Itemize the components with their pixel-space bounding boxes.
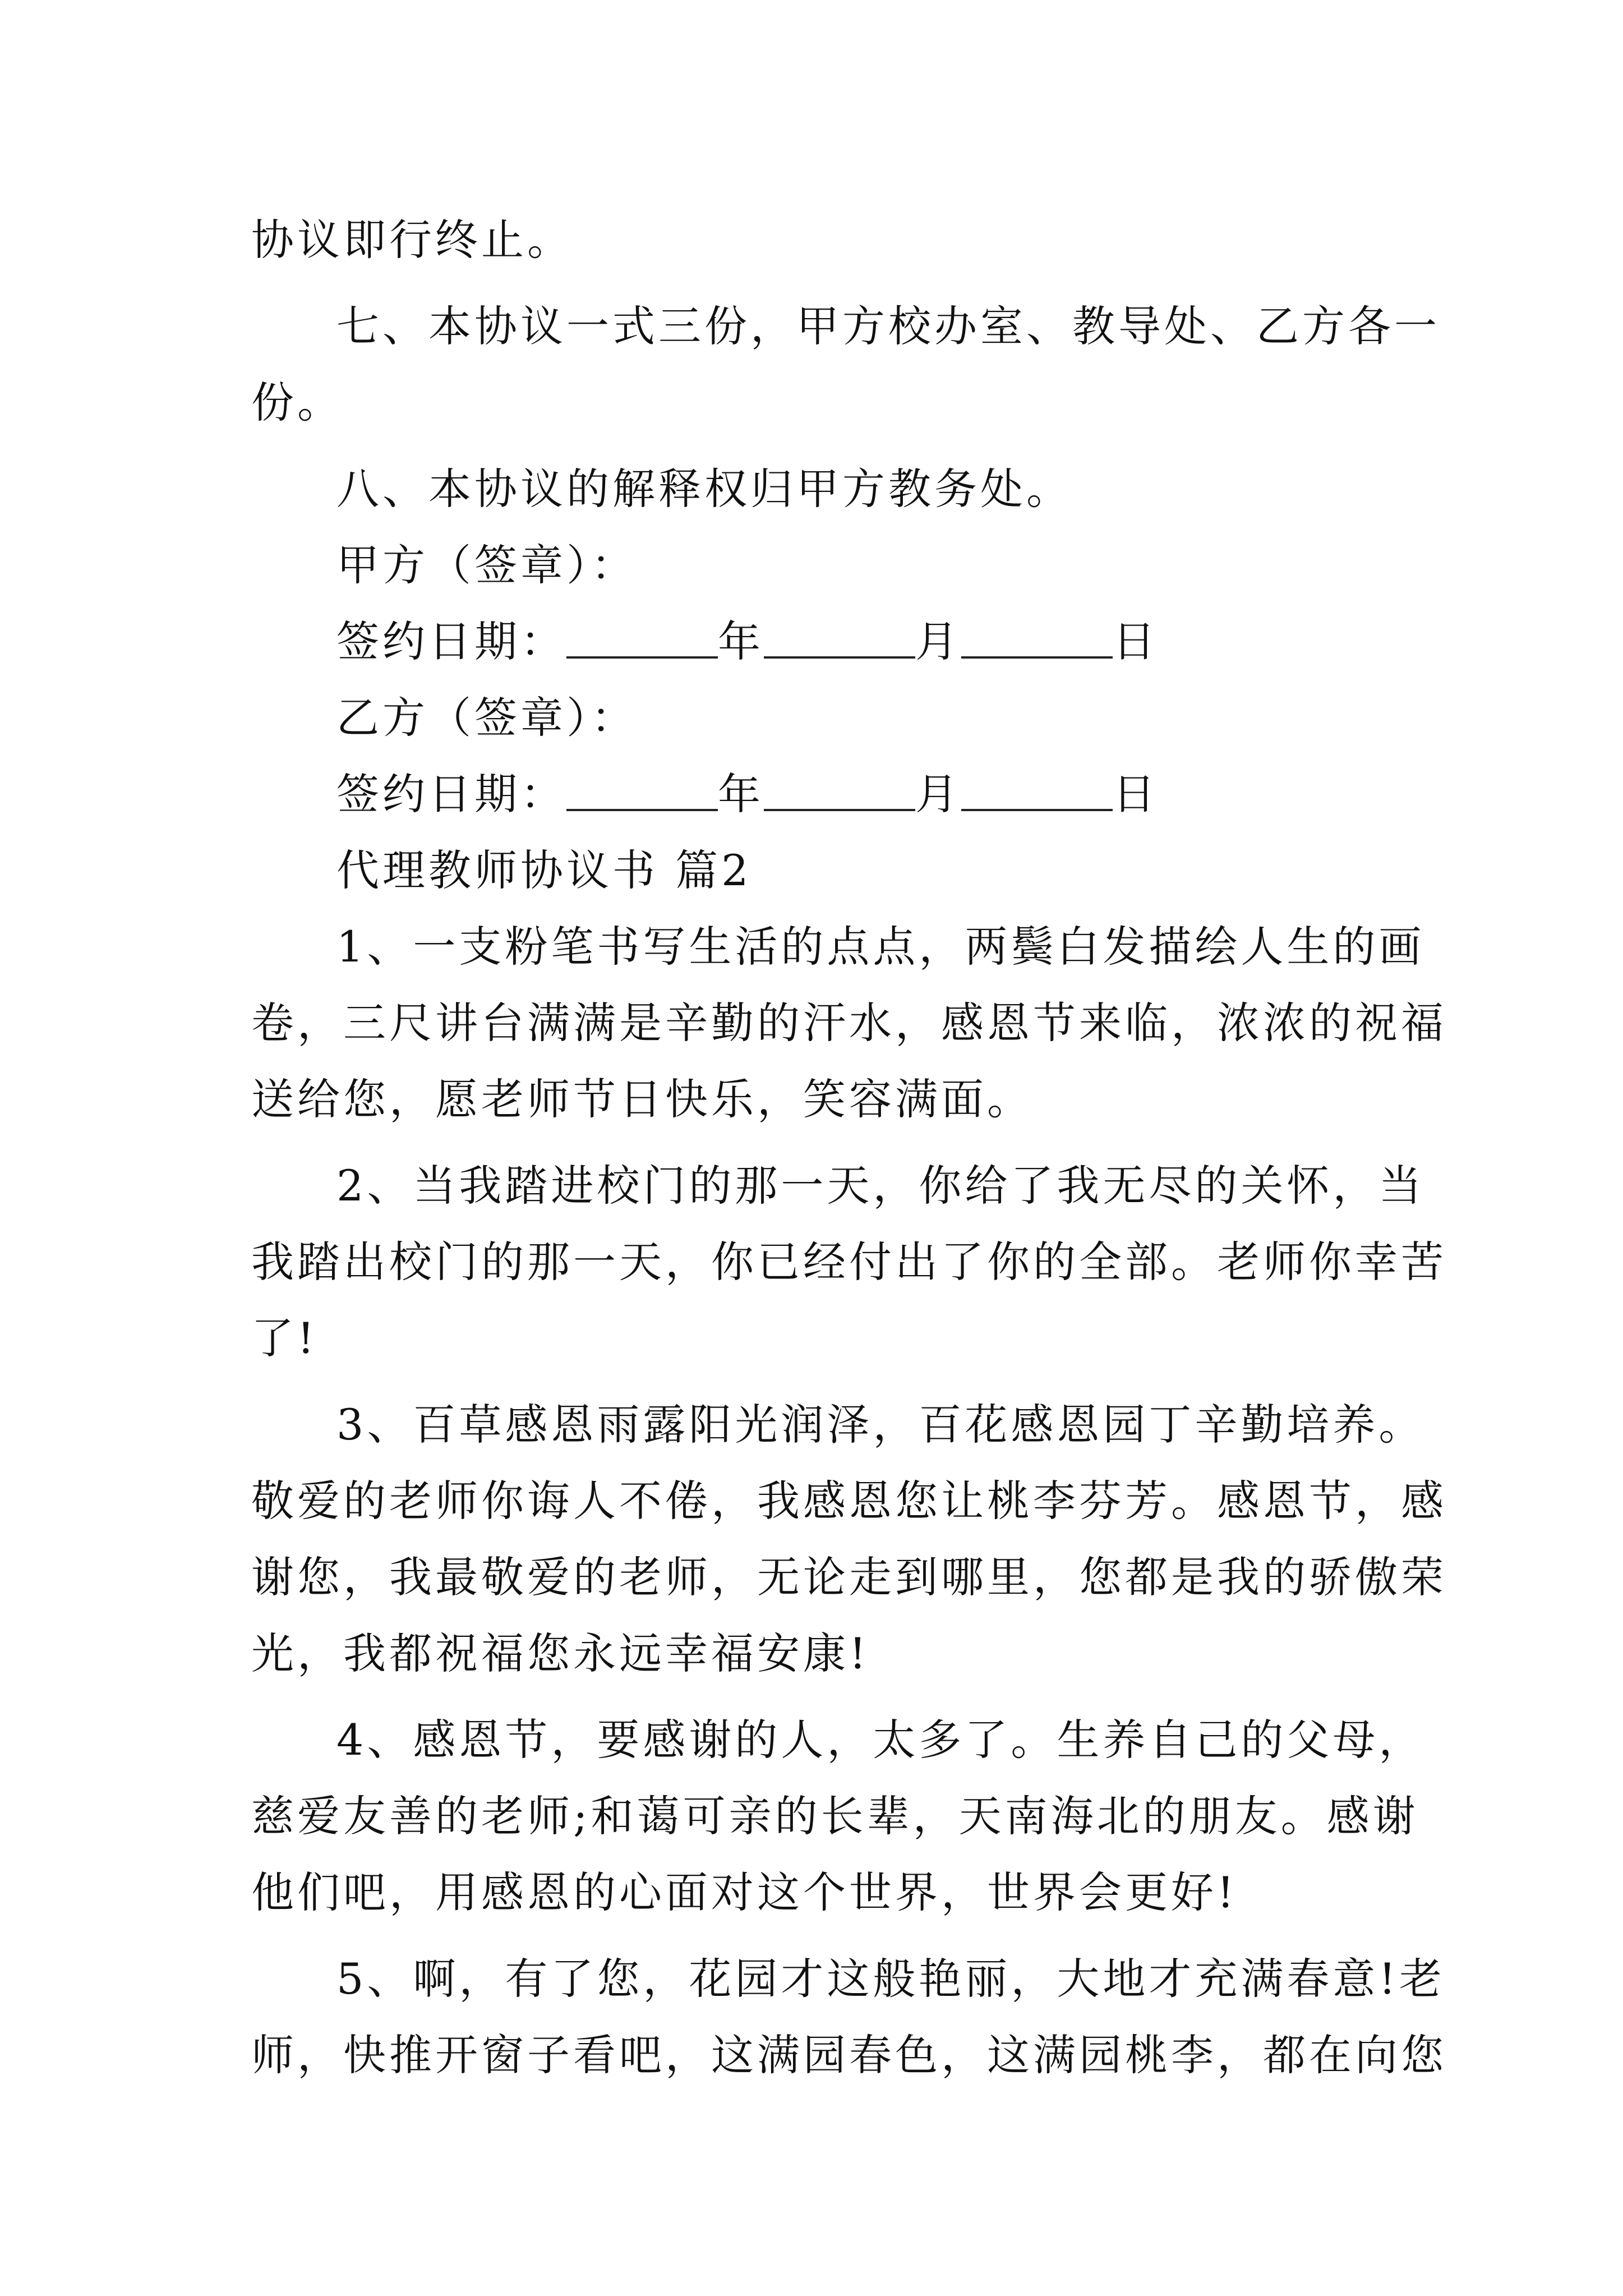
party-b-signature: 乙方（签章）： [336,693,637,743]
day-blank [961,770,1113,811]
signing-date-line-b [251,756,1382,832]
text-line: 八、本协议的解释权归甲方教务处。 [336,464,1072,514]
text-line: 我踏出校门的那一天，你已经付出了你的全部。老师你幸苦 [251,1237,1447,1287]
text-line: 送给您，愿老师节日快乐，笑容满面。 [251,1074,1033,1124]
text-line: 4、感恩节，要感谢的人，太多了。生养自己的父母， [336,1715,1425,1765]
signing-date-line-a [251,604,1382,680]
text-line: 师，快推开窗子看吧，这满园春色，这满园桃李，都在向您 [251,2030,1447,2080]
document-body [251,202,1447,2093]
month-blank [764,770,915,811]
month-label: 月 [915,769,961,819]
text-line: 1、一支粉笔书写生活的点点，两鬓白发描绘人生的画 [336,922,1425,972]
month-blank [764,617,915,659]
month-label: 月 [915,616,961,666]
text-line: 光，我都祝福您永远幸福安康! [251,1628,870,1678]
text-line: 3、百草感恩雨露阳光润泽，百花感恩园丁辛勤培养。 [336,1400,1425,1450]
text-line: 敬爱的老师你诲人不倦，我感恩您让桃李芬芳。感恩节，感 [251,1476,1447,1526]
year-label: 年 [718,769,764,819]
day-label: 日 [1113,769,1159,819]
signing-date-label: 签约日期： [336,616,566,666]
day-label: 日 [1113,616,1159,666]
text-line: 了! [251,1313,318,1363]
year-label: 年 [718,616,764,666]
text-line: 2、当我踏进校门的那一天，你给了我无尽的关怀，当 [336,1161,1425,1211]
text-line: 慈爱友善的老师;和蔼可亲的长辈，天南海北的朋友。感谢 [251,1791,1419,1841]
text-line: 5、啊，有了您，花园才这般艳丽，大地才充满春意!老 [336,1954,1445,2004]
text-line: 协议即行终止。 [251,215,573,265]
year-blank [566,617,718,659]
text-line: 谢您，我最敬爱的老师，无论走到哪里，您都是我的骄傲荣 [251,1552,1447,1602]
signing-date-label: 签约日期： [336,769,566,819]
text-line: 他们吧，用感恩的心面对这个世界，世界会更好! [251,1867,1238,1917]
text-line: 七、本协议一式三份，甲方校办室、教导处、乙方各一 [336,301,1440,351]
year-blank [566,770,718,811]
text-line: 份。 [251,378,343,427]
party-a-signature: 甲方（签章）： [336,540,637,590]
section-heading: 代理教师协议书 篇2 [336,845,752,895]
text-line: 卷，三尺讲台满满是辛勤的汗水，感恩节来临，浓浓的祝福 [251,998,1447,1048]
day-blank [961,617,1113,659]
